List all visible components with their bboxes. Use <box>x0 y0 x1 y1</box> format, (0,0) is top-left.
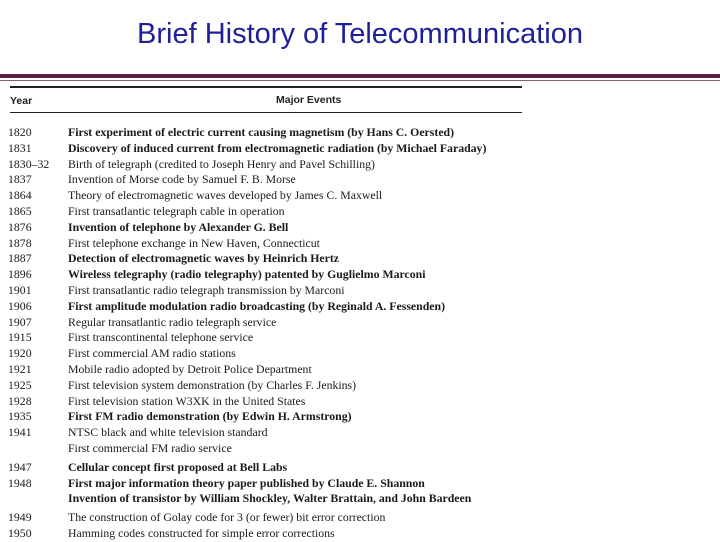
row-event: NTSC black and white television standard <box>68 425 268 440</box>
row-event: First experiment of electric current causing magnetism (by Hans C. Oersted) <box>68 125 455 139</box>
row-event: Hamming codes constructed for simple error corrections <box>68 525 335 540</box>
row-year: 1864 <box>8 188 32 203</box>
row-event: First commercial FM radio service <box>68 440 232 455</box>
column-header-events: Major Events <box>276 94 342 106</box>
row-year: 1901 <box>8 282 32 297</box>
row-year: 1950 <box>8 525 32 540</box>
row-event: Regular transatlantic radio telegraph service <box>68 314 277 329</box>
table-row <box>6 220 522 236</box>
row-event: First amplitude modulation radio broadcasting (by Reginald A. Fessenden) <box>68 298 445 313</box>
row-event: Invention of Morse code by Samuel F. B. Morse <box>68 172 296 187</box>
row-event: First major information theory paper published by Claude E. Shannon <box>68 475 425 490</box>
table-row <box>6 251 522 267</box>
row-year: 1947 <box>8 459 32 474</box>
row-event: Mobile radio adopted by Detroit Police Department <box>68 361 312 376</box>
table-row <box>6 491 522 507</box>
table-row <box>6 141 522 157</box>
row-event: First FM radio demonstration (by Edwin H. Armstrong) <box>68 409 352 424</box>
row-year: 1941 <box>8 425 32 440</box>
row-year: 1915 <box>8 330 32 345</box>
row-year: 1837 <box>8 172 32 187</box>
row-year: 1921 <box>8 361 32 376</box>
row-year: 1820 <box>8 125 32 139</box>
row-year: 1907 <box>8 314 32 329</box>
table-row <box>6 441 522 457</box>
row-event: First transcontinental telephone service <box>68 330 254 345</box>
table-row <box>6 157 522 173</box>
row-event: First telephone exchange in New Haven, Connecticut <box>68 235 320 250</box>
row-year: 1830–32 <box>8 156 50 171</box>
row-year: 1831 <box>8 140 32 155</box>
row-year: 1865 <box>8 203 32 218</box>
row-event: Invention of telephone by Alexander G. Bell <box>68 219 289 234</box>
row-event: First television system demonstration (by Charles F. Jenkins) <box>68 377 357 392</box>
table-row <box>6 394 522 410</box>
table-body <box>6 125 522 542</box>
table-row <box>6 236 522 252</box>
row-year: 1906 <box>8 298 32 313</box>
row-event: Detection of electromagnetic waves by Heinrich Hertz <box>68 251 340 266</box>
row-year: 1920 <box>8 346 32 361</box>
row-year: 1887 <box>8 251 32 266</box>
row-year: 1896 <box>8 267 32 282</box>
table-row <box>6 510 522 526</box>
row-event: First transatlantic radio telegraph transmission by Marconi <box>68 282 345 297</box>
row-event: The construction of Golay code for 3 (or fewer) bit error correction <box>68 510 386 525</box>
table-row <box>6 476 522 492</box>
table-row <box>6 204 522 220</box>
table-row <box>6 283 522 299</box>
row-year: 1878 <box>8 235 32 250</box>
table-row <box>6 267 522 283</box>
row-event: First transatlantic telegraph cable in operation <box>68 203 285 218</box>
row-event: Birth of telegraph (credited to Joseph Henry and Pavel Schilling) <box>68 156 375 171</box>
row-year: 1928 <box>8 393 32 408</box>
table-header <box>6 88 522 112</box>
title-divider <box>0 74 720 78</box>
row-year: 1948 <box>8 475 32 490</box>
slide-title: Brief History of Telecommunication <box>137 18 583 50</box>
row-event: Invention of transistor by William Shockley, Walter Brattain, and John Bardeen <box>68 491 472 506</box>
table-header-rule <box>10 112 522 113</box>
history-table <box>6 86 522 542</box>
row-year: 1935 <box>8 409 32 424</box>
table-row <box>6 315 522 331</box>
table-row <box>6 460 522 476</box>
row-event: Cellular concept first proposed at Bell Labs <box>68 459 288 474</box>
table-row <box>6 362 522 378</box>
title-divider-thin <box>0 80 720 81</box>
column-header-year: Year <box>10 95 33 107</box>
table-row <box>6 125 522 141</box>
row-event: Discovery of induced current from electromagnetic radiation (by Michael Faraday) <box>68 140 487 155</box>
row-year: 1876 <box>8 219 32 234</box>
row-event: Wireless telegraphy (radio telegraphy) patented by Guglielmo Marconi <box>68 267 426 282</box>
table-row <box>6 188 522 204</box>
table-row <box>6 425 522 441</box>
table-row <box>6 409 522 425</box>
table-row <box>6 172 522 188</box>
table-row <box>6 526 522 542</box>
table-row <box>6 330 522 346</box>
table-row <box>6 299 522 315</box>
row-event: First commercial AM radio stations <box>68 346 236 361</box>
row-year: 1925 <box>8 377 32 392</box>
row-year: 1949 <box>8 510 32 525</box>
table-row <box>6 346 522 362</box>
row-event: First television station W3XK in the United States <box>68 393 306 408</box>
table-row <box>6 378 522 394</box>
row-event: Theory of electromagnetic waves developed by James C. Maxwell <box>68 188 383 203</box>
